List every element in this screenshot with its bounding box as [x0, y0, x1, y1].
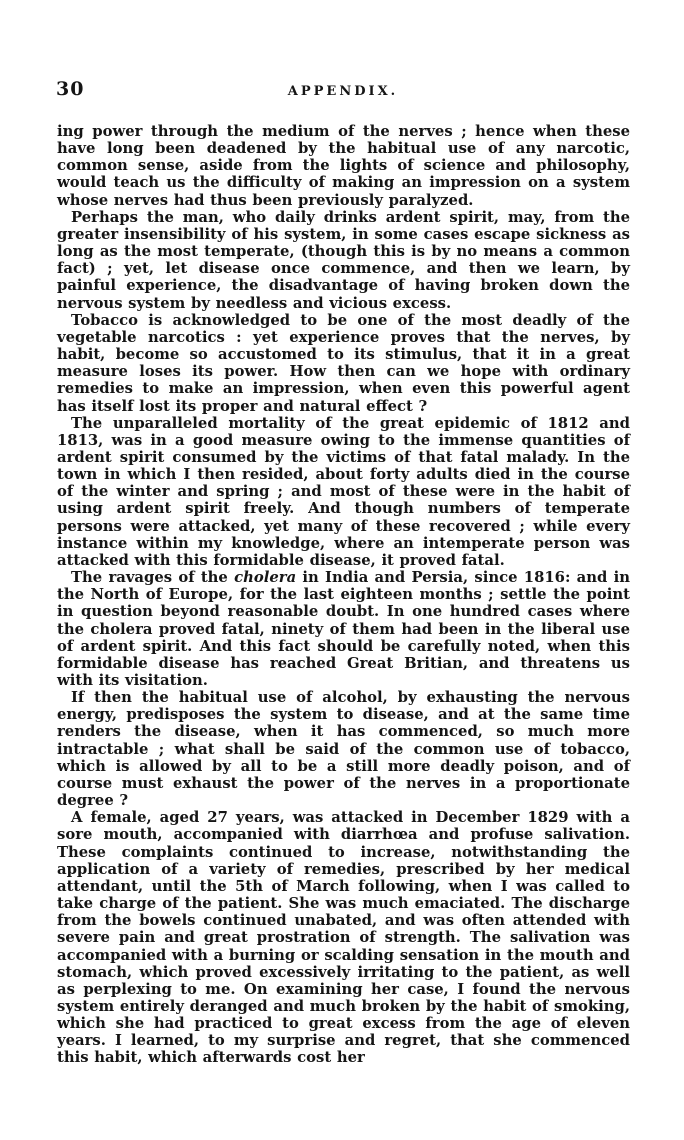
text-segment: If then the habitual use of alcohol, by exhausting the nervous energy, predisposes the system to disease, and at the same time renders the disease, when it has commenced, so much more intractable ; what shall be said of the common use of tobacco, which is allowed by all to be a still more deadly poison, and of course must exhaust the power of the nerves in a proportionate degree ? — [57, 689, 630, 810]
text-segment: in India and Persia, since 1816: and in the North of Europe, for the last eighteen months ; settle the point in question beyond reasonable doubt. In one hundred cases where the cholera proved fatal, ninety of them had been in the liberal use of ardent spirit. And this fact should be carefully noted, when this formidable disease has reached Great Britian, and threatens us with its visitation. — [57, 569, 630, 689]
paragraph — [57, 209, 630, 312]
paragraph — [57, 415, 630, 569]
paragraph — [57, 123, 630, 209]
text-segment: Perhaps the man, who daily drinks ardent spirit, may, from the greater insensibility of his system, in some cases escape sickness as long as the most temperate, (though this is by no means a common fact) ; yet, let disease once commence, and then we learn, by painful experience, the disadvantage of having broken down the nervous system by needless and vicious excess. — [57, 208, 630, 312]
text-segment: Tobacco is acknowledged to be one of the most deadly of the vegetable narcotics : yet experience proves that the nerves, by habit, become so accustomed to its stimulus, that it in a great measure loses its power. How then can we hope with ordinary remedies to make an impression, when even this powerful agent has itself lost its proper and natural effect ? — [57, 311, 630, 415]
paragraph — [57, 809, 630, 1066]
text-segment: ing power through the medium of the nerves ; hence when these have long been deadened by the habitual use of any narcotic, common sense, aside from the lights of science and philosophy, would teach us the difficulty of making an impression on a system whose nerves had thus been previously paralyzed. — [57, 123, 630, 209]
paragraph — [57, 569, 630, 689]
paragraph — [57, 689, 630, 809]
italic-text-segment: cholera — [234, 569, 297, 587]
text-segment: The ravages of the — [71, 569, 235, 587]
running-header: APPENDIX. — [287, 84, 399, 99]
text-segment: The unparalleled mortality of the great epidemic of 1812 and 1813, was in a good measure owing to the immense quantities of ardent spirit consumed by the victims of that fatal malady. In the town in which I then resided, about forty adults died in the course of the winter and spring ; and most of these were in the habit of using ardent spirit freely. And though numbers of temperate persons were attacked, yet many of these recovered ; while every instance within my knowledge, where an intemperate person was attacked with this formidable disease, it proved fatal. — [57, 414, 630, 569]
text-segment: A female, aged 27 years, was attacked in December 1829 with a sore mouth, accompanied with diarrhœa and profuse salivation. These complaints continued to increase, notwithstanding the application of a variety of remedies, prescribed by her medical attendant, until the 5th of March following, when I was called to take charge of the patient. She was much emaciated. The discharge from the bowels continued unabated, and was often attended with severe pain and great prostration of strength. The salivation was accompanied with a burning or scalding sensation in the mouth and stomach, which proved excessively irritating to the patient, as well as perplexing to me. On examining her case, I found the nervous system entirely deranged and much broken by the habit of smoking, which she had practiced to great excess from the age of eleven years. I learned, to my surprise and regret, that she commenced this habit, which afterwards cost her — [57, 809, 630, 1067]
page-body-text — [57, 123, 630, 1067]
page-number: 30 — [56, 78, 85, 100]
paragraph — [57, 312, 630, 415]
